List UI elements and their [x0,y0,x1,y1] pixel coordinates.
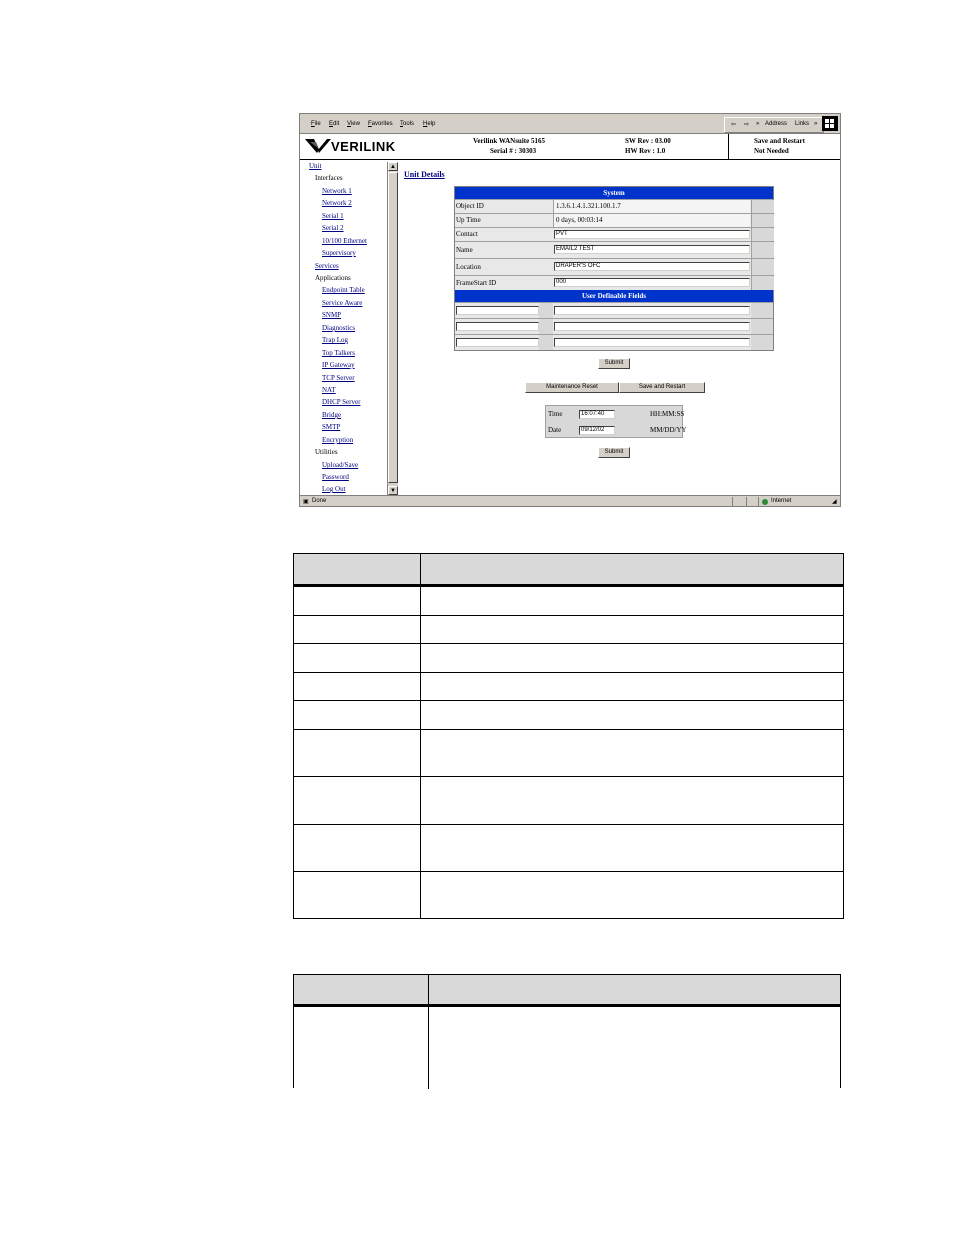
location-label: Location [456,263,481,271]
nav-log-out[interactable]: Log Out [322,485,346,493]
page-icon: ▣ [303,499,309,505]
nav-network-2[interactable]: Network 2 [322,199,352,207]
table-row-divider [294,672,843,673]
table-row-divider [294,824,843,825]
maintenance-reset-button[interactable]: Maintenance Reset [525,382,619,393]
udf-value-input[interactable] [554,322,750,331]
time-format: HH:MM:SS [650,410,685,418]
nav-utilities-header: Utilities [315,448,338,456]
udf-heading: User Definable Fields [455,290,773,302]
table-2-header-row [294,975,840,1007]
scroll-thumb[interactable] [388,172,398,483]
app-header [300,134,840,160]
udf-name-input[interactable] [456,322,539,331]
nav-dhcp-server[interactable]: DHCP Server [322,398,361,406]
framestart-row [455,275,773,290]
header-divider [728,134,729,159]
page-title[interactable]: Unit Details [404,170,445,179]
nav-serial-1[interactable]: Serial 1 [322,212,344,220]
table-1-header-row [294,554,843,587]
table-row-divider [294,871,843,872]
hw-revision: HW Rev : 1.0 [625,147,666,155]
contact-input[interactable]: PVT [554,230,750,239]
nav-top-talkers[interactable]: Top Talkers [322,349,355,357]
nav-supervisory[interactable]: Supervisory [322,249,356,257]
udf-value-input[interactable] [554,306,750,315]
verilink-logo-icon [305,138,331,154]
date-format: MM/DD/YY [650,426,687,434]
resize-grip-icon[interactable]: ◢ [832,499,837,505]
location-input[interactable]: DRAPER'S OFC [554,262,750,271]
save-status-line2: Not Needed [754,147,789,155]
framestart-input[interactable]: 000 [554,278,750,287]
save-and-restart-button[interactable]: Save and Restart [619,382,705,393]
browser-logo-icon [822,116,838,131]
nav-tcp-server[interactable]: TCP Server [322,374,355,382]
nav-bridge[interactable]: Bridge [322,411,342,419]
more-icon[interactable]: » [756,121,760,127]
browser-status-bar [300,495,840,507]
left-nav [300,161,386,494]
nav-network-1[interactable]: Network 1 [322,187,352,195]
name-label: Name [456,246,473,254]
verilink-logo [305,138,409,154]
date-input[interactable]: 09/12/02 [579,426,615,435]
contact-row [455,227,773,241]
nav-encryption[interactable]: Encryption [322,436,354,444]
browser-menubar [300,114,840,134]
status-text: Done [312,498,327,504]
nav-endpoint-table[interactable]: Endpoint Table [322,286,365,294]
table-1-column-divider [420,554,421,918]
table-row-divider [294,615,843,616]
uptime-label: Up Time [456,216,481,224]
browser-window [299,113,841,507]
nav-services[interactable]: Services [315,262,339,270]
udf-value-input[interactable] [554,338,750,347]
nav-unit[interactable]: Unit [309,162,322,170]
system-table [454,186,774,351]
contact-label: Contact [456,230,478,238]
zone-text: Internet [771,498,792,504]
udf-row [455,302,773,318]
parameter-table-2 [293,974,841,1088]
forward-icon[interactable]: ⇨ [744,122,750,128]
udf-row [455,318,773,334]
date-label: Date [548,426,562,434]
scroll-up-icon[interactable]: ▲ [388,162,398,171]
submit-time-button[interactable]: Submit [598,447,630,458]
menu-file[interactable]: File [311,121,321,127]
nav-trap-log[interactable]: Trap Log [322,336,348,344]
location-row [455,258,773,275]
nav-applications-header: Applications [315,274,351,282]
object-id-label: Object ID [456,202,484,210]
udf-name-input[interactable] [456,306,539,315]
parameter-table-1 [293,553,844,919]
nav-service-aware[interactable]: Service Aware [322,299,363,307]
system-heading: System [455,187,773,199]
nav-smtp[interactable]: SMTP [322,423,341,431]
table-2-column-divider [428,975,429,1089]
sw-revision: SW Rev : 03.00 [625,137,671,145]
name-input[interactable]: EMAIL2 TEST [554,245,750,254]
table-row-divider [294,729,843,730]
product-name: Verilink WANsuite 5165 [473,137,545,145]
nav-nat[interactable]: NAT [322,386,336,394]
scroll-down-icon[interactable]: ▼ [388,486,398,495]
udf-row [455,334,773,350]
menu-edit[interactable]: Edit [329,121,340,127]
uptime-row [455,213,773,227]
address-button[interactable]: Address [765,121,788,127]
nav-password[interactable]: Password [322,473,349,481]
time-input[interactable]: 16:07:40 [579,410,615,419]
table-row-divider [294,776,843,777]
menu-tools[interactable]: Tools [400,121,415,127]
back-icon[interactable]: ⇦ [731,122,737,128]
nav-upload-save[interactable]: Upload/Save [322,461,359,469]
object-id-row [455,199,773,213]
links-button[interactable]: Links [795,121,810,127]
nav-snmp[interactable]: SNMP [322,311,342,319]
nav-ip-gateway[interactable]: IP Gateway [322,361,355,369]
udf-name-input[interactable] [456,338,539,347]
object-id-value: 1.3.6.1.4.1.321.100.1.7 [556,202,621,210]
serial-number: Serial # : 30303 [490,147,537,155]
internet-zone-icon [762,499,768,505]
time-date-table [545,405,687,438]
logo-text: VERILINK [331,139,396,154]
nav-ethernet[interactable]: 10/100 Ethernet [322,237,367,245]
nav-scrollbar[interactable] [387,162,398,495]
framestart-label: FrameStart ID [456,279,497,287]
menu-help[interactable]: Help [423,121,436,127]
menu-favorites[interactable]: Favorites [368,121,393,127]
save-status-line1: Save and Restart [754,137,805,145]
nav-diagnostics[interactable]: Diagnostics [322,324,356,332]
name-row [455,241,773,258]
time-label: Time [548,410,563,418]
links-more-icon[interactable]: » [814,121,818,127]
uptime-value: 0 days, 00:03:14 [556,216,603,224]
table-row-divider [294,643,843,644]
nav-serial-2[interactable]: Serial 2 [322,224,344,232]
menu-view[interactable]: View [347,121,360,127]
browser-nav-toolbar [724,117,824,133]
submit-button[interactable]: Submit [598,358,630,369]
nav-interfaces-header: Interfaces [315,174,343,182]
table-row-divider [294,700,843,701]
